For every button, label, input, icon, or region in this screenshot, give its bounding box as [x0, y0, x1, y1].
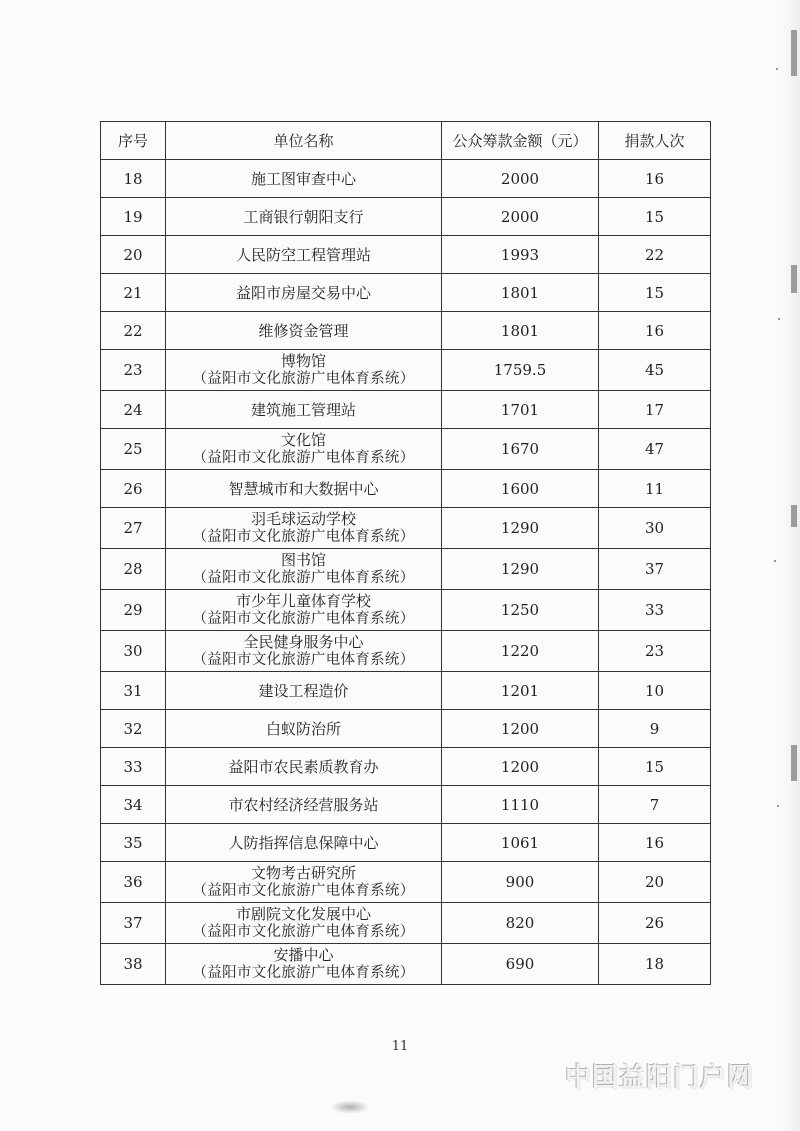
cell-unit-name	[166, 470, 442, 508]
cell-unit-name	[166, 160, 442, 198]
cell-unit-name	[166, 748, 442, 786]
cell-donor-count: 26	[599, 903, 711, 944]
table-row	[101, 710, 711, 748]
cell-amount: 1701	[442, 391, 599, 429]
cell-amount: 1759.5	[442, 350, 599, 391]
unit-name: 市剧院文化发展中心	[235, 905, 371, 923]
unit-name: 益阳市房屋交易中心	[235, 283, 371, 302]
cell-donor-count: 30	[599, 508, 711, 549]
cell-unit-name	[166, 631, 442, 672]
unit-system-note: （益阳市文化旅游广电体育系统）	[192, 652, 415, 668]
cell-amount: 2000	[442, 198, 599, 236]
cell-amount: 1110	[442, 786, 599, 824]
cell-index: 36	[101, 862, 166, 903]
cell-unit-name	[166, 672, 442, 710]
cell-donor-count: 47	[599, 429, 711, 470]
scan-edge-shadow	[770, 0, 800, 1131]
cell-amount: 690	[442, 944, 599, 985]
cell-index: 20	[101, 236, 166, 274]
cell-unit-name	[166, 350, 442, 391]
scan-edge-mark	[791, 505, 797, 527]
cell-donor-count: 18	[599, 944, 711, 985]
unit-name: 人民防空工程管理站	[235, 245, 371, 264]
cell-index: 23	[101, 350, 166, 391]
cell-unit-name	[166, 710, 442, 748]
cell-donor-count: 11	[599, 470, 711, 508]
cell-index: 30	[101, 631, 166, 672]
cell-index: 22	[101, 312, 166, 350]
unit-name: 全民健身服务中心	[243, 633, 364, 651]
table-row	[101, 748, 711, 786]
cell-index: 38	[101, 944, 166, 985]
table-row	[101, 429, 711, 470]
unit-name: 维修资金管理	[258, 321, 349, 340]
cell-index: 18	[101, 160, 166, 198]
unit-system-note: （益阳市文化旅游广电体育系统）	[192, 570, 415, 586]
cell-amount: 1290	[442, 508, 599, 549]
unit-system-note: （益阳市文化旅游广电体育系统）	[192, 965, 415, 981]
donation-table	[100, 121, 711, 985]
scan-edge-mark	[791, 30, 797, 76]
cell-donor-count: 22	[599, 236, 711, 274]
cell-amount: 1250	[442, 590, 599, 631]
cell-unit-name	[166, 590, 442, 631]
cell-amount: 900	[442, 862, 599, 903]
cell-amount: 1200	[442, 748, 599, 786]
cell-donor-count: 10	[599, 672, 711, 710]
table-row	[101, 786, 711, 824]
unit-name: 文物考古研究所	[250, 864, 356, 882]
cell-amount: 1670	[442, 429, 599, 470]
cell-index: 25	[101, 429, 166, 470]
table-header-row	[101, 122, 711, 160]
table-row	[101, 590, 711, 631]
unit-name: 安播中心	[273, 946, 334, 964]
cell-donor-count: 33	[599, 590, 711, 631]
scan-speck	[777, 805, 779, 807]
cell-unit-name	[166, 198, 442, 236]
cell-index: 21	[101, 274, 166, 312]
cell-index: 35	[101, 824, 166, 862]
cell-unit-name	[166, 903, 442, 944]
cell-donor-count: 16	[599, 824, 711, 862]
unit-system-note: （益阳市文化旅游广电体育系统）	[192, 611, 415, 627]
table-row	[101, 508, 711, 549]
cell-donor-count: 16	[599, 160, 711, 198]
table-body	[101, 160, 711, 985]
cell-unit-name	[166, 549, 442, 590]
unit-name: 博物馆	[280, 352, 326, 370]
scan-edge-mark	[791, 745, 797, 781]
unit-system-note: （益阳市文化旅游广电体育系统）	[192, 371, 415, 387]
cell-unit-name	[166, 391, 442, 429]
cell-unit-name	[166, 944, 442, 985]
unit-name: 白蚁防治所	[265, 719, 341, 738]
cell-amount: 1290	[442, 549, 599, 590]
cell-amount: 1201	[442, 672, 599, 710]
cell-index: 34	[101, 786, 166, 824]
cell-index: 33	[101, 748, 166, 786]
unit-name: 益阳市农民素质教育办	[228, 757, 379, 776]
cell-index: 32	[101, 710, 166, 748]
cell-index: 26	[101, 470, 166, 508]
cell-unit-name	[166, 508, 442, 549]
cell-unit-name	[166, 862, 442, 903]
cell-amount: 1220	[442, 631, 599, 672]
cell-donor-count: 15	[599, 198, 711, 236]
cell-amount: 1600	[442, 470, 599, 508]
table-row	[101, 903, 711, 944]
cell-donor-count: 15	[599, 274, 711, 312]
cell-unit-name	[166, 786, 442, 824]
table-row	[101, 350, 711, 391]
cell-index: 27	[101, 508, 166, 549]
table-row	[101, 160, 711, 198]
cell-donor-count: 15	[599, 748, 711, 786]
table-row	[101, 549, 711, 590]
cell-unit-name	[166, 236, 442, 274]
cell-donor-count: 17	[599, 391, 711, 429]
cell-donor-count: 16	[599, 312, 711, 350]
unit-name: 图书馆	[280, 551, 326, 569]
unit-name: 市少年儿童体育学校	[235, 592, 371, 610]
cell-donor-count: 20	[599, 862, 711, 903]
cell-index: 24	[101, 391, 166, 429]
header-index: 序号	[101, 122, 166, 160]
table-row	[101, 312, 711, 350]
scan-speck	[778, 318, 780, 320]
cell-unit-name	[166, 274, 442, 312]
scan-edge-mark	[791, 265, 797, 293]
cell-donor-count: 45	[599, 350, 711, 391]
cell-amount: 1993	[442, 236, 599, 274]
unit-name: 工商银行朝阳支行	[243, 207, 364, 226]
unit-system-note: （益阳市文化旅游广电体育系统）	[192, 924, 415, 940]
scan-speck	[774, 560, 776, 562]
cell-index: 19	[101, 198, 166, 236]
cell-index: 29	[101, 590, 166, 631]
cell-donor-count: 37	[599, 549, 711, 590]
page-number: 11	[391, 1039, 409, 1054]
site-watermark: 中国益阳门户网	[565, 1063, 755, 1093]
cell-amount: 1801	[442, 312, 599, 350]
scan-smudge	[330, 1100, 370, 1114]
cell-index: 37	[101, 903, 166, 944]
cell-unit-name	[166, 824, 442, 862]
cell-amount: 1061	[442, 824, 599, 862]
table-row	[101, 672, 711, 710]
table-row	[101, 391, 711, 429]
unit-name: 建筑施工管理站	[250, 400, 356, 419]
cell-amount: 2000	[442, 160, 599, 198]
cell-amount: 820	[442, 903, 599, 944]
unit-name: 人防指挥信息保障中心	[228, 833, 379, 852]
cell-donor-count: 9	[599, 710, 711, 748]
table-row	[101, 862, 711, 903]
header-donor-count: 捐款人次	[599, 122, 711, 160]
table-row	[101, 198, 711, 236]
cell-donor-count: 23	[599, 631, 711, 672]
cell-unit-name	[166, 429, 442, 470]
cell-index: 31	[101, 672, 166, 710]
header-unit-name: 单位名称	[166, 122, 442, 160]
unit-name: 施工图审查中心	[250, 169, 356, 188]
header-amount: 公众筹款金额（元）	[442, 122, 599, 160]
scan-speck	[776, 68, 778, 70]
cell-amount: 1801	[442, 274, 599, 312]
unit-name: 文化馆	[280, 431, 326, 449]
cell-unit-name	[166, 312, 442, 350]
unit-name: 建设工程造价	[258, 681, 349, 700]
cell-donor-count: 7	[599, 786, 711, 824]
table-row	[101, 631, 711, 672]
table-row	[101, 236, 711, 274]
unit-name: 市农村经济经营服务站	[228, 795, 379, 814]
table-row	[101, 944, 711, 985]
unit-system-note: （益阳市文化旅游广电体育系统）	[192, 883, 415, 899]
table-row	[101, 824, 711, 862]
cell-amount: 1200	[442, 710, 599, 748]
unit-system-note: （益阳市文化旅游广电体育系统）	[192, 450, 415, 466]
unit-name: 羽毛球运动学校	[250, 510, 356, 528]
cell-index: 28	[101, 549, 166, 590]
unit-name: 智慧城市和大数据中心	[228, 479, 379, 498]
table-row	[101, 274, 711, 312]
unit-system-note: （益阳市文化旅游广电体育系统）	[192, 529, 415, 545]
table-row	[101, 470, 711, 508]
